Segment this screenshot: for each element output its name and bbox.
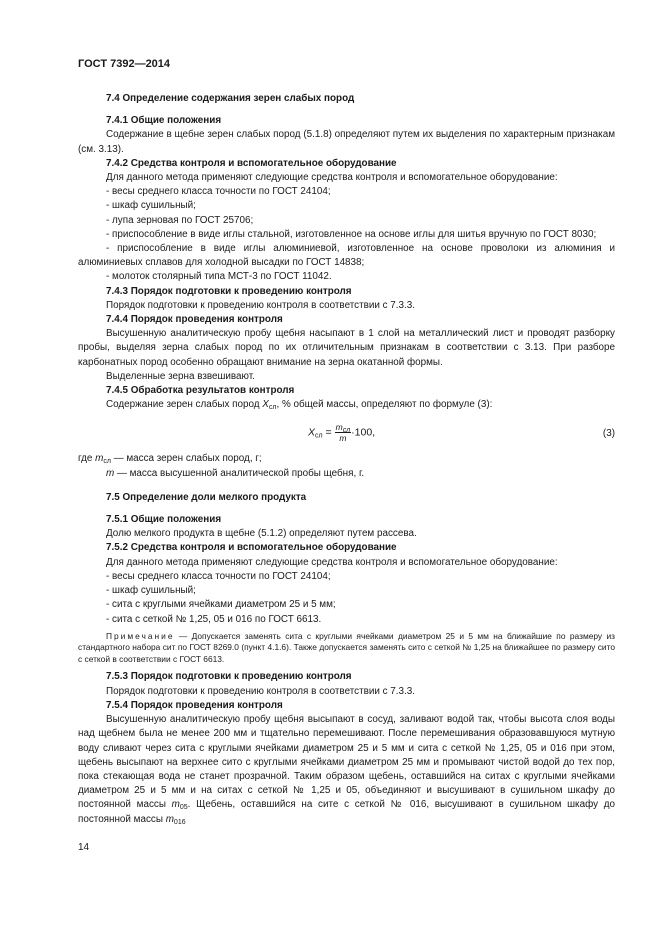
paragraph: Для данного метода применяют следующие средства контроля и вспомогательное оборудование:	[106, 556, 558, 568]
paragraph: Порядок подготовки к проведению контроля в соответствии с 7.3.3.	[106, 685, 416, 697]
list-item: - молоток столярный типа МСТ-3 по ГОСТ 11042.	[106, 271, 332, 283]
paragraph: Выделенные зерна взвешивают.	[106, 370, 255, 382]
list-item: - весы среднего класса точности по ГОСТ 24104;	[106, 570, 331, 582]
document-page	[78, 58, 615, 827]
paragraph: Содержание в щебне зерен слабых пород (5.1.8) определяют путем их выделения по характерным признакам (см. 3.13).	[78, 129, 615, 155]
list-item: - шкаф сушильный;	[106, 585, 196, 597]
subsection-7-5-2-title: 7.5.2 Средства контроля и вспомогательное оборудование	[106, 542, 397, 554]
subsection-7-4-4-title: 7.4.4 Порядок проведения контроля	[106, 314, 283, 326]
subsection-7-5-4-title: 7.5.4 Порядок проведения контроля	[106, 699, 283, 711]
formula-number: (3)	[602, 428, 615, 440]
section-7-4-title: 7.4 Определение содержания зерен слабых пород	[106, 93, 355, 104]
paragraph: Содержание зерен слабых пород $X_{сл}$, % общей массы, определяют по формуле (3):	[106, 399, 493, 412]
subsection-7-5-3-title: 7.5.3 Порядок подготовки к проведению контроля	[106, 671, 352, 683]
subsection-7-4-3-title: 7.4.3 Порядок подготовки к проведению контроля	[106, 285, 352, 297]
paragraph: Для данного метода применяют следующие средства контроля и вспомогательное оборудование:	[106, 172, 558, 184]
subsection-7-5-1-title: 7.5.1 Общие положения	[106, 514, 222, 526]
note-label: Примечание	[106, 630, 175, 641]
list-item: - лупа зерновая по ГОСТ 25706;	[106, 214, 254, 226]
subsection-7-4-2-title: 7.4.2 Средства контроля и вспомогательное оборудование	[106, 157, 397, 169]
page-number: 14	[78, 842, 90, 853]
section-7-5-title: 7.5 Определение доли мелкого продукта	[106, 491, 307, 503]
formula-expression: $X_{сл}$ = $\frac{m_{сл}}{m}$ ·100,	[308, 422, 376, 444]
paragraph: Высушенную аналитическую пробу щебня насыпают в 1 слой на металлический лист и проводят разборку пробы, выделяя зерна слабых пород по их отличительным признакам в соответствии с 3.13. При разборе карбонатных пород особенно обращают внимание на зерна окатанной формы.	[78, 328, 615, 368]
paragraph: Высушенную аналитическую пробу щебня высыпают в сосуд, заливают водой так, чтобы высота слоя воды над щебнем была не менее 200 мм и тщательно перемешивают. После перемешивания образовавшуюся мутную воду сливают через сита с круглыми ячейками диаметром 25 и 5 мм и сита с сеткой № 1,25, 05 и 016 при этом, щебень высыпают на верхнее сито с круглыми ячейками диаметром 25 мм и промывают чистой водой до тех пор, пока стекающая вода не станет прозрачной. Таким образом щебень, оставшийся на ситах с круглыми ячейками диаметром 25 и 5 мм и на ситах с сеткой № 1,25 и 05, объединяют и высушивают в сушильном шкафу до постоянной массы $m_{05}$. Щебень, оставшийся на сите с сеткой № 016, высушивают в сушильном шкафу до постоянной массы $m_{016}$	[78, 714, 616, 826]
subsection-7-4-1-title: 7.4.1 Общие положения	[106, 115, 222, 127]
subsection-7-4-5-title: 7.4.5 Обработка результатов контроля	[106, 385, 295, 397]
document-header: ГОСТ 7392—2014	[78, 58, 171, 70]
formula-fraction: $\frac{m_{сл}}{m}$	[335, 422, 351, 444]
formula-legend-line: m — масса высушенной аналитической пробы щебня, г.	[106, 467, 365, 479]
list-item: - приспособление в виде иглы алюминиевой, изготовленное на основе проволоки из алюминия и алюминиевых сплавов для холодной высадки по ГОСТ 14838;	[78, 243, 615, 269]
paragraph: Порядок подготовки к проведению контроля в соответствии с 7.3.3.	[106, 299, 416, 311]
list-item: - сита с круглыми ячейками диаметром 25 и 5 мм;	[106, 599, 336, 611]
list-item: - весы среднего класса точности по ГОСТ 24104;	[106, 186, 331, 198]
paragraph: Долю мелкого продукта в щебне (5.1.2) определяют путем рассева.	[106, 528, 417, 540]
note: Примечание — Допускается заменять сита с круглыми ячейками диаметром 25 и 5 мм на ближайшие по размеру из стандартного набора сит по ГОСТ 8269.0 (пункт 4.1.6). Также допускается заменять сито с сеткой № 1,25 на ближайшее по размеру сито с сеткой в соответствии с ГОСТ 6613.	[78, 630, 615, 664]
list-item: - шкаф сушильный;	[106, 200, 196, 212]
list-item: - сита с сеткой № 1,25, 05 и 016 по ГОСТ 6613.	[106, 613, 322, 625]
formula-3	[78, 416, 615, 450]
list-item: - приспособление в виде иглы стальной, изготовленное на основе иглы для шитья вручную по ГОСТ 8030;	[106, 228, 597, 240]
formula-legend-line: где $m_{сл}$ — масса зерен слабых пород, г;	[78, 453, 262, 466]
